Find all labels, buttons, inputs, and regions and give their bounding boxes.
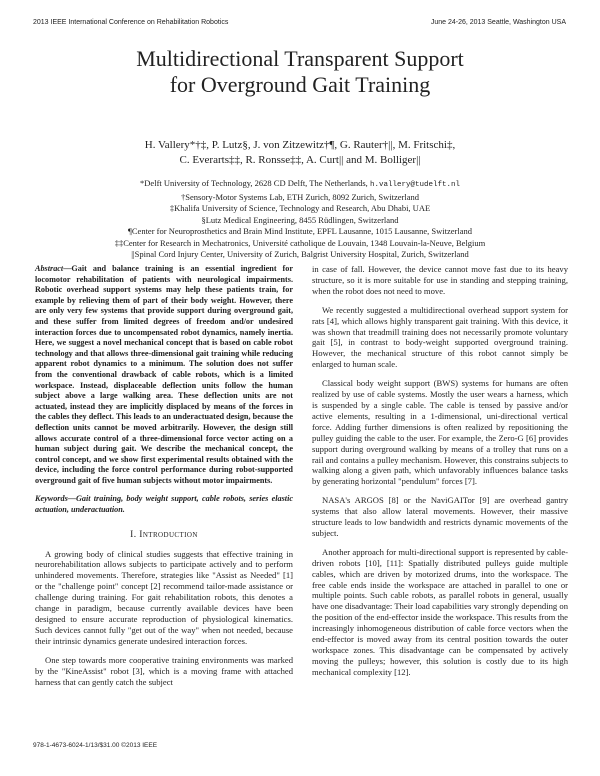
paragraph: NASA's ARGOS [8] or the NaviGAITor [9] are overhead gantry systems that also allow lateral movements. However, their massive structure leads to low bandwidth and restricts dynamic movements of the subject. [312, 495, 568, 538]
paragraph: One step towards more cooperative training environments was marked by the "KineAssist" robot [3], which is a moving frame with attached harness that can gently catch the subject [35, 654, 293, 687]
conference-name: 2013 IEEE International Conference on Rehabilitation Robotics [33, 19, 229, 26]
affiliation-1 [0, 178, 600, 192]
left-column [35, 264, 293, 695]
paragraph: A growing body of clinical studies suggests that effective training in neurorehabilitation allows subjects to participate actively and to perform unhindered movements. Therefore, strategies like "Assist as Needed" [1] or the "challenge point" concept [2] recommend tailor-made assistance or challenge during training. For gait rehabilitation robots, this denotes a change in paradigm, because currently available devices have been designed to ensure accurate reproduction of physiological kinematics. Such devices cannot fully "get out of the way" when not needed, because their intrinsic dynamics generate undesired interaction forces. [35, 548, 293, 646]
authors-line-2: C. Everarts‡‡, R. Ronsse‡‡, A. Curt|| and M. Bolliger|| [179, 154, 421, 166]
copyright-footer: 978-1-4673-6024-1/13/$31.00 ©2013 IEEE [33, 742, 158, 749]
keywords: Keywords—Gait training, body weight support, cable robots, series elastic actuation, underactuation. [35, 494, 293, 515]
authors-line-1: H. Vallery*†‡, P. Lutz§, J. von Zitzewitz†¶, G. Rauter†||, M. Fritschi‡, [144, 139, 456, 151]
paragraph: Another approach for multi-directional support is represented by cable-driven robots [10], [11]: Spatially distributed pulleys guide multiple cables, which are driven by motorized drums, into the workspace. The free cable ends inside the workspace are attached in parallel to one or multiple points. Such cable robots, as parallel robots in general, usually have one disadvantage: Their load capabilities vary strongly depending on the position of the end-effector inside the workspace. This results from the increasingly inhomogeneous distribution of cable force vectors when the end-effector is moved away from its central position towards the outer workspace zones. This disadvantage can be compensated by actively moving the pulleys; however, this solution is costly due to its high mechanical complexity [12]. [312, 546, 568, 677]
affiliation-1-text: *Delft University of Technology, 2628 CD Delft, The Netherlands, [140, 178, 368, 188]
corresponding-email: h.vallery@tudelft.nl [369, 181, 460, 189]
paragraph: We recently suggested a multidirectional overhead support system for rats [4], which allows highly transparent gait training. With this device, it was shown that treadmill training does not necessarily promote voluntary gait [5], in contrast to body-weight supported overground training. However, the mechanical structure of this robot cannot simply be enlarged to human scale. [312, 304, 568, 370]
abstract [35, 264, 293, 486]
paragraph: Classical body weight support (BWS) systems for humans are often realized by use of cable systems. Mostly the user wears a harness, which is suspended by a single cable. The cable is tensed by passive and/or active elements, resulting in a 1-dimensional, uni-directional vertical force. Adding further dimensions is often realized by repositioning the pulley guiding the cable to the user. For example, the Zero-G [6] provides support during overground walking by means of a trolley that runs on a rail and contains a pulley mechanism. However, this constrains subjects to walking along a given path, which unfavorably influences balance tasks by generating horizontal "pendulum" forces [7]. [312, 378, 568, 487]
paper-title [0, 46, 600, 98]
abstract-body: —Gait and balance training is an essential ingredient for locomotor rehabilitation of patients with neurological impairments. Robotic overhead support systems may help these patients train, for example by relieving them of part of their body weight. However, there are only very few systems that provide support during overground gait, and these suffer from limited degrees of freedom and/or undesired interaction forces due to uncompensated robot dynamics, namely inertia. Here, we suggest a novel mechanical concept that is based on cable robot technology and that allows three-dimensional gait training while reducing apparent robot dynamics to a minimum. The solution does not suffer from the conventional drawback of cable robots, which is a limited workspace. Instead, displaceable deflection units follow the human subject above a large walking area. These deflection units are not actuated, instead they are implicitly displaced by means of the forces in the cables they deflect. This leads to an underactuated design, because the deflection units cannot be moved arbitrarily. However, the design still allows accurate control of a three-dimensional force vector acting on a human subject during gait. We describe the mechanical concept, the control concept, and we show first experimental results obtained with the device, including the force control performance during robot-supported overground gait of five human subjects without motor impairments. [35, 264, 293, 485]
right-column [312, 264, 568, 686]
affiliations [0, 178, 600, 261]
paragraph: in case of fall. However, the device cannot move fast due to its heavy structure, so it is more suitable for use in standing and stepping training, when the robot does not need to move. [312, 264, 568, 296]
title-line-1: Multidirectional Transparent Support [136, 46, 464, 71]
title-line-2: for Overground Gait Training [169, 72, 431, 97]
affiliation-5: ¶Center for Neuroprosthetics and Brain Mind Institute, EPFL Lausanne, 1015 Lausanne, Switzerland [128, 226, 472, 236]
affiliation-7: ||Spinal Cord Injury Center, University of Zurich, Balgrist University Hospital, Zurich, Switzerland [131, 249, 469, 259]
author-list [0, 138, 600, 168]
affiliation-3: ‡Khalifa University of Science, Technology and Research, Abu Dhabi, UAE [169, 203, 431, 213]
affiliation-4: §Lutz Medical Engineering, 8455 Rüdlingen, Switzerland [201, 214, 399, 225]
abstract-lead: Abstract [35, 264, 64, 273]
affiliation-2: †Sensory-Motor Systems Lab, ETH Zurich, 8092 Zurich, Switzerland [181, 191, 419, 202]
affiliation-6: ‡‡Center for Research in Mechatronics, Université catholique de Louvain, 1348 Louvain-la-Neuve, Belgium [114, 237, 486, 248]
conference-date-location: June 24-26, 2013 Seattle, Washington USA [430, 19, 566, 26]
section-heading-introduction: I. Introduction [130, 529, 198, 540]
